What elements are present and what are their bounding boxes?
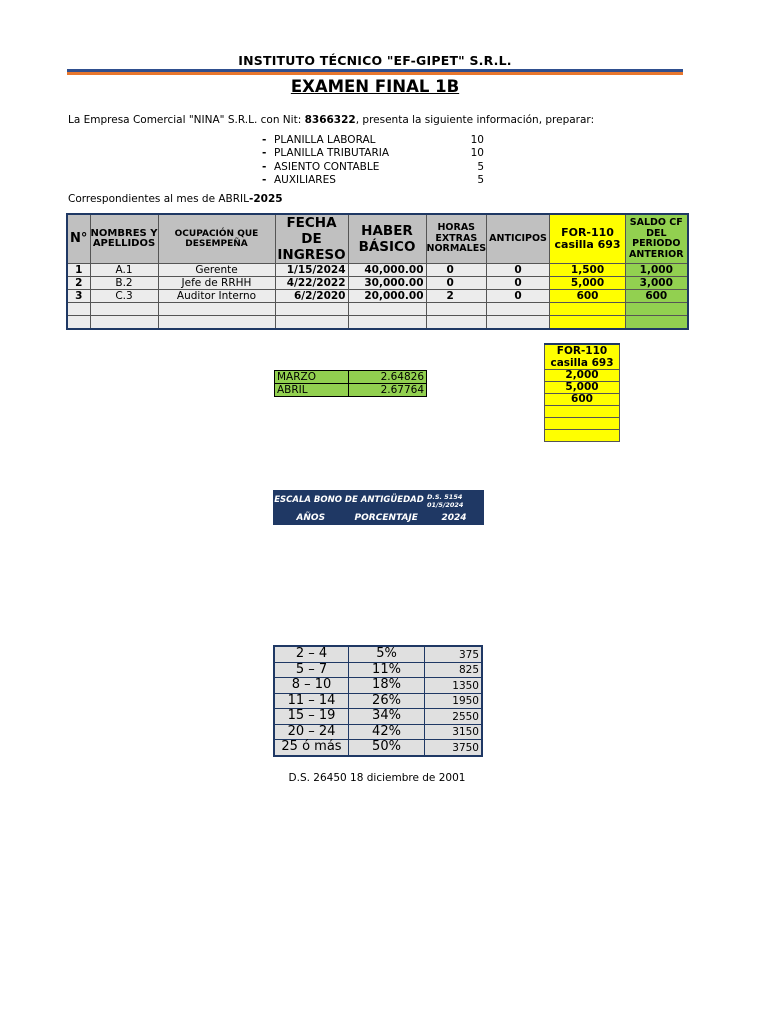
bullet-dash: - xyxy=(262,147,267,160)
col-header-salary: HABER BÁSICO xyxy=(348,214,426,264)
empty-cell xyxy=(626,303,688,316)
col-header-year: 2024 xyxy=(425,511,484,525)
table-row-empty xyxy=(67,316,688,330)
employee-saldo: 600 xyxy=(626,290,688,303)
employee-overtime: 2 xyxy=(426,290,487,303)
empty-cell xyxy=(426,303,487,316)
table-row xyxy=(275,384,427,397)
empty-cell xyxy=(158,316,275,330)
requirement-label: AUXILIARES xyxy=(274,174,336,187)
row-number: 3 xyxy=(67,290,90,303)
for110-box-value: 2,000 xyxy=(545,370,620,382)
employee-occupation: Auditor Interno xyxy=(158,290,275,303)
bono-amount: 1950 xyxy=(425,693,483,709)
bono-years: 20 – 24 xyxy=(274,724,349,740)
employee-name: B.2 xyxy=(90,277,158,290)
bono-years: 25 ó más xyxy=(274,740,349,756)
employee-salary: 40,000.00 xyxy=(348,264,426,277)
requirement-label: PLANILLA LABORAL xyxy=(274,133,376,146)
empty-cell xyxy=(550,316,626,330)
employee-name: A.1 xyxy=(90,264,158,277)
empty-cell xyxy=(158,303,275,316)
intro-after: , presenta la siguiente información, preparar: xyxy=(355,114,595,126)
employee-advances: 0 xyxy=(487,277,550,290)
row-number: 2 xyxy=(67,277,90,290)
employee-advances: 0 xyxy=(487,264,550,277)
bono-amount: 1350 xyxy=(425,678,483,694)
empty-cell xyxy=(550,303,626,316)
bono-percent: 50% xyxy=(349,740,425,756)
requirements-list xyxy=(262,133,484,187)
for110-box-header: FOR-110 casilla 693 xyxy=(545,344,620,370)
col-header-hire-date: FECHA DE INGRESO xyxy=(275,214,348,264)
employee-for110: 5,000 xyxy=(550,277,626,290)
col-header-saldo: SALDO CF DEL PERIODO ANTERIOR xyxy=(626,214,688,264)
employee-hire-date: 4/22/2022 xyxy=(275,277,348,290)
requirement-points: 10 xyxy=(470,133,484,146)
requirement-item xyxy=(262,174,484,188)
bono-years: 2 – 4 xyxy=(274,646,349,662)
employee-hire-date: 6/2/2020 xyxy=(275,290,348,303)
col-header-overtime: HORAS EXTRAS NORMALES xyxy=(426,214,487,264)
empty-cell xyxy=(67,303,90,316)
employee-overtime: 0 xyxy=(426,277,487,290)
table-row xyxy=(274,724,482,740)
employee-for110: 1,500 xyxy=(550,264,626,277)
for110-box-value xyxy=(545,406,620,418)
for110-box-value: 600 xyxy=(545,394,620,406)
scale-title: ESCALA BONO DE ANTIGÜEDAD xyxy=(274,491,425,511)
empty-cell xyxy=(626,316,688,330)
employee-saldo: 1,000 xyxy=(626,264,688,277)
table-row xyxy=(274,678,482,694)
bono-percent: 18% xyxy=(349,678,425,694)
employee-salary: 30,000.00 xyxy=(348,277,426,290)
bono-amount: 3150 xyxy=(425,724,483,740)
table-row xyxy=(274,693,482,709)
table-row xyxy=(274,662,482,678)
table-row xyxy=(274,646,482,662)
intro-before: La Empresa Comercial "NINA" S.R.L. con Nit: xyxy=(68,114,305,126)
intro-paragraph xyxy=(68,114,594,126)
seniority-bonus-table xyxy=(273,645,483,757)
bono-percent: 5% xyxy=(349,646,425,662)
empty-cell xyxy=(275,303,348,316)
requirement-points: 5 xyxy=(477,174,484,187)
empty-cell xyxy=(275,316,348,330)
institute-name: INSTITUTO TÉCNICO "EF-GIPET" S.R.L. xyxy=(238,53,512,68)
period-line xyxy=(68,193,283,205)
requirement-points: 5 xyxy=(477,160,484,173)
employee-occupation: Jefe de RRHH xyxy=(158,277,275,290)
col-header-years: AÑOS xyxy=(274,511,348,525)
employee-occupation: Gerente xyxy=(158,264,275,277)
table-row xyxy=(67,264,688,277)
bono-amount: 3750 xyxy=(425,740,483,756)
bono-percent: 11% xyxy=(349,662,425,678)
decree-date: 01/5/2024 xyxy=(427,500,464,509)
requirement-item xyxy=(262,133,484,147)
employees-table xyxy=(66,213,689,330)
scale-decree xyxy=(425,491,484,511)
requirement-item xyxy=(262,160,484,174)
col-header-percent: PORCENTAJE xyxy=(348,511,425,525)
decree-number: D.S. 5154 xyxy=(427,492,463,501)
employee-for110: 600 xyxy=(550,290,626,303)
col-header-number: N° xyxy=(67,214,90,264)
bono-percent: 26% xyxy=(349,693,425,709)
for110-box xyxy=(544,343,620,442)
header-divider-orange xyxy=(67,72,683,75)
empty-cell xyxy=(90,303,158,316)
employee-hire-date: 1/15/2024 xyxy=(275,264,348,277)
bullet-dash: - xyxy=(262,133,267,146)
rate-value: 2.67764 xyxy=(349,384,427,397)
empty-cell xyxy=(90,316,158,330)
requirement-points: 10 xyxy=(470,147,484,160)
bono-amount: 825 xyxy=(425,662,483,678)
employee-name: C.3 xyxy=(90,290,158,303)
empty-cell xyxy=(487,303,550,316)
for110-box-value xyxy=(545,430,620,442)
bono-amount: 2550 xyxy=(425,709,483,725)
rate-month: ABRIL xyxy=(275,384,349,397)
bono-years: 8 – 10 xyxy=(274,678,349,694)
requirement-label: PLANILLA TRIBUTARIA xyxy=(274,147,390,160)
col-header-advances: ANTICIPOS xyxy=(487,214,550,264)
rate-value: 2.64826 xyxy=(349,371,427,384)
row-number: 1 xyxy=(67,264,90,277)
bono-percent: 42% xyxy=(349,724,425,740)
period-text: Correspondientes al mes de ABRIL xyxy=(68,193,250,205)
empty-cell xyxy=(67,316,90,330)
bono-years: 15 – 19 xyxy=(274,709,349,725)
ufv-rates-table xyxy=(274,370,427,397)
empty-cell xyxy=(348,316,426,330)
table-row xyxy=(274,740,482,756)
col-header-for110: FOR-110 casilla 693 xyxy=(550,214,626,264)
table-row xyxy=(67,277,688,290)
table-row-empty xyxy=(67,303,688,316)
requirement-item xyxy=(262,147,484,161)
col-header-names: NOMBRES Y APELLIDOS xyxy=(90,214,158,264)
table-row xyxy=(67,290,688,303)
empty-cell xyxy=(348,303,426,316)
for110-box-value xyxy=(545,418,620,430)
employee-salary: 20,000.00 xyxy=(348,290,426,303)
table-row xyxy=(274,709,482,725)
rate-month: MARZO xyxy=(275,371,349,384)
empty-cell xyxy=(487,316,550,330)
bono-years: 5 – 7 xyxy=(274,662,349,678)
bullet-dash: - xyxy=(262,160,267,173)
company-nit: 8366322 xyxy=(304,114,356,126)
empty-cell xyxy=(426,316,487,330)
employee-saldo: 3,000 xyxy=(626,277,688,290)
for110-box-value: 5,000 xyxy=(545,382,620,394)
exam-title: EXAMEN FINAL 1B xyxy=(290,77,460,96)
bono-amount: 375 xyxy=(425,646,483,662)
bono-percent: 34% xyxy=(349,709,425,725)
seniority-scale-header xyxy=(273,490,484,525)
bullet-dash: - xyxy=(262,174,267,187)
table-row xyxy=(275,371,427,384)
decree-footnote: D.S. 26450 18 diciembre de 2001 xyxy=(288,772,466,784)
employee-overtime: 0 xyxy=(426,264,487,277)
col-header-occupation: OCUPACIÓN QUE DESEMPEÑA xyxy=(158,214,275,264)
requirement-label: ASIENTO CONTABLE xyxy=(274,160,380,173)
period-year: -2025 xyxy=(249,193,283,205)
bono-years: 11 – 14 xyxy=(274,693,349,709)
employee-advances: 0 xyxy=(487,290,550,303)
